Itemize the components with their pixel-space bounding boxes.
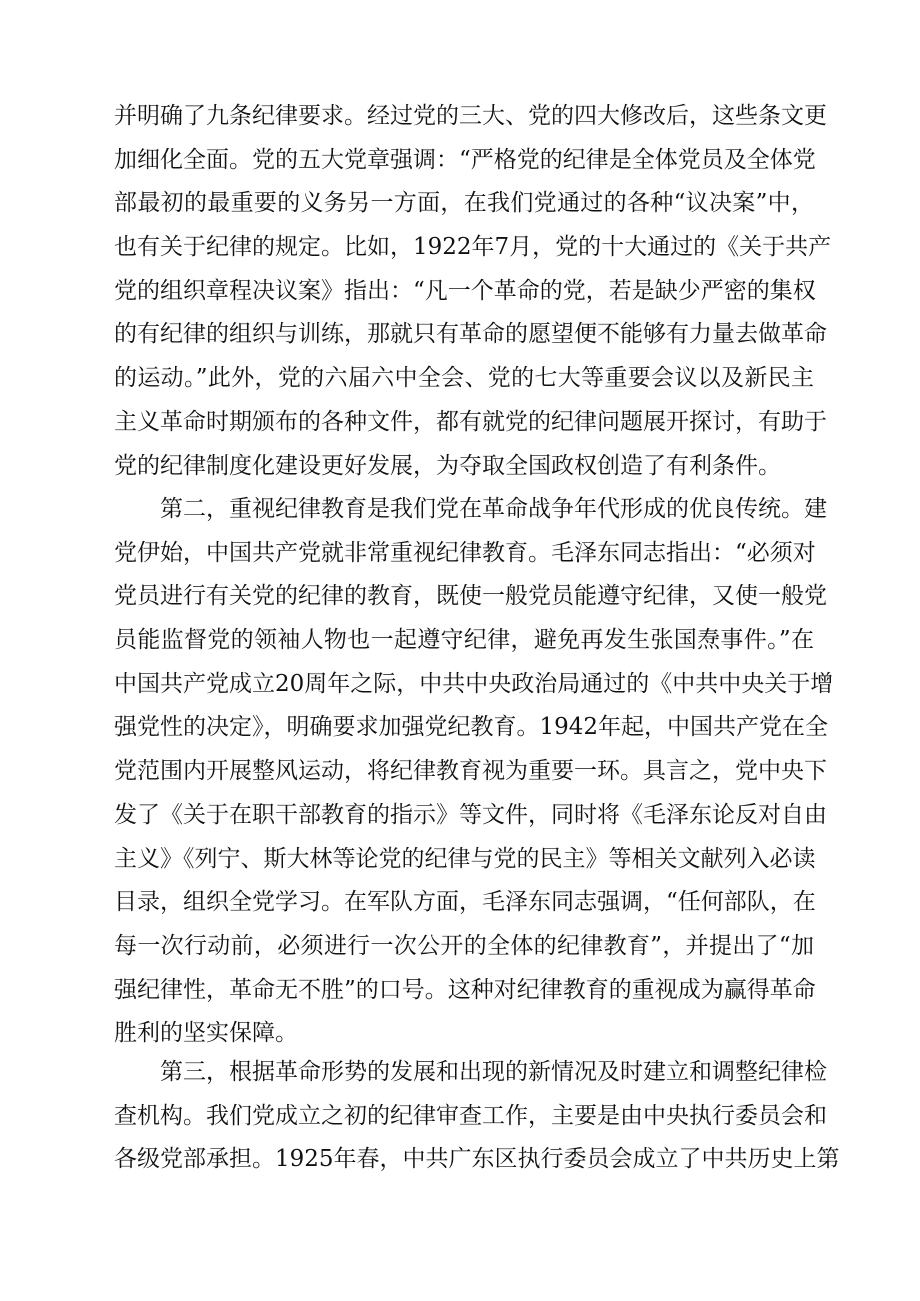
text-line: 的有纪律的组织与训练，那就只有革命的愿望便不能够有力量去做革命 [114, 321, 827, 348]
paragraph-1 [114, 95, 832, 488]
text-line: 第二，重视纪律教育是我们党在革命战争年代形成的优良传统。建 [160, 496, 827, 522]
text-line: 发了《关于在职干部教育的指示》等文件，同时将《毛泽东论反对自由 [114, 801, 827, 828]
text-line: 主义革命时期颁布的各种文件，都有就党的纪律问题展开探讨，有助于 [114, 408, 827, 435]
text-line: 并明确了九条纪律要求。经过党的三大、党的四大修改后，这些条文更 [114, 103, 827, 129]
text-line: 党员进行有关党的纪律的教育，既使一般党员能遵守纪律，又使一般党 [114, 583, 827, 610]
text-line: 胜利的坚实保障。 [114, 1020, 298, 1047]
paragraph-3 [114, 1051, 840, 1182]
text-line: 第三，根据革命形势的发展和出现的新情况及时建立和调整纪律检 [160, 1059, 827, 1085]
text-line: 的运动。”此外，党的六届六中全会、党的七大等重要会议以及新民主 [114, 365, 814, 392]
text-line: 党的组织章程决议案》指出：“凡一个革命的党，若是缺少严密的集权 [114, 277, 816, 304]
text-line: 员能监督党的领袖人物也一起遵守纪律，避免再发生张国焘事件。”在 [114, 627, 814, 654]
text-line: 党伊始，中国共产党就非常重视纪律教育。毛泽东同志指出：“必须对 [114, 539, 816, 566]
text-line: 强党性的决定》，明确要求加强党纪教育。1942年起，中国共产党在全 [114, 714, 829, 741]
text-line: 党的纪律制度化建设更好发展，为夺取全国政权创造了有利条件。 [114, 452, 781, 479]
text-line: 主义》《列宁、斯大林等论党的纪律与党的民主》等相关文献列入必读 [114, 845, 816, 872]
text-line: 目录，组织全党学习。在军队方面，毛泽东同志强调，“任何部队，在 [114, 889, 816, 916]
text-line: 强纪律性，革命无不胜”的口号。这种对纪律教育的重视成为赢得革命 [114, 976, 816, 1003]
text-line: 也有关于纪律的规定。比如，1922年7月，党的十大通过的《关于共产 [114, 234, 832, 261]
text-line: 党范围内开展整风运动，将纪律教育视为重要一环。具言之，党中央下 [114, 758, 827, 785]
text-line: 加细化全面。党的五大党章强调：“严格党的纪律是全体党员及全体党 [114, 146, 816, 173]
text-line: 各级党部承担。1925年春，中共广东区执行委员会成立了中共历史上第 [114, 1146, 840, 1173]
text-line: 部最初的最重要的义务另一方面，在我们党通过的各种“议决案”中， [114, 190, 814, 217]
text-line: 查机构。我们党成立之初的纪律审查工作，主要是由中央执行委员会和 [114, 1102, 827, 1129]
text-line: 中国共产党成立20周年之际，中共中央政治局通过的《中共中央关于增 [114, 670, 834, 697]
paragraph-2 [114, 488, 834, 1056]
text-line: 每一次行动前，必须进行一次公开的全体的纪律教育”，并提出了“加 [114, 932, 814, 959]
